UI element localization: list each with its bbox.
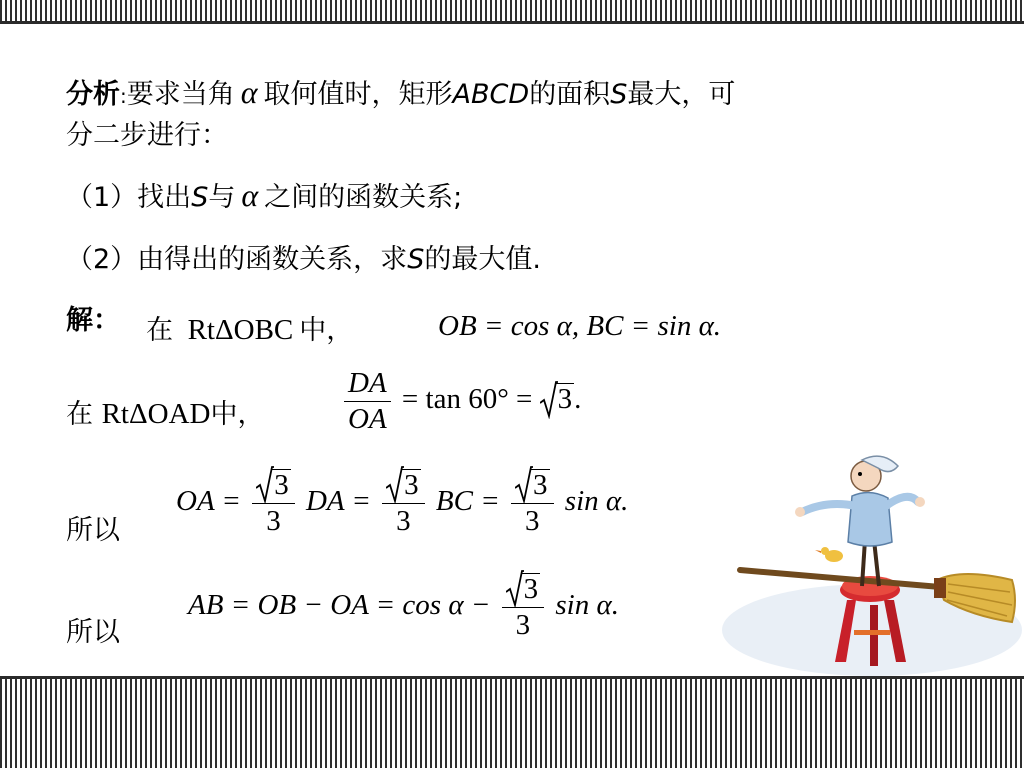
step1-alpha: α — [241, 177, 259, 213]
solution-label: 解： — [66, 305, 120, 336]
sqrt-3: 3 — [540, 383, 575, 416]
sqrt3-over-3-a: $\frac{3}{3}$ — [252, 468, 295, 539]
analysis-line-1: 分析:要求当角 α 取何值时，矩形ABCD的面积S最大，可 — [66, 74, 736, 110]
step-2 — [66, 237, 541, 276]
analysis-text-1: 要求当角 — [126, 79, 235, 110]
step-1 — [66, 175, 462, 214]
line1-prefix: 在 — [146, 315, 173, 346]
line2-suffix: 中， — [210, 399, 265, 430]
solution-line-2-text — [66, 392, 264, 431]
witch-on-broom-illustration — [722, 440, 1024, 676]
sqrt3-over-3-d: $\frac{3}{3}$ — [502, 572, 545, 643]
top-border-stripe — [0, 0, 1024, 24]
analysis-text-4: 最大，可 — [627, 79, 736, 110]
solution-line-2-equation: $\frac{DA}{OA}$ = tan 60° = 3. — [340, 366, 581, 437]
alpha-symbol: α — [240, 74, 258, 110]
sqrt3-over-3-c: $\frac{3}{3}$ — [511, 468, 554, 539]
sqrt3-over-3-b: $\frac{3}{3}$ — [382, 468, 425, 539]
step2-prefix: （2）由得出的函数关系，求 — [66, 244, 408, 275]
tan-expression: = tan 60° = — [401, 382, 533, 415]
area-symbol: S — [610, 79, 628, 110]
step1-s: S — [191, 182, 209, 213]
da-over-oa: $\frac{DA}{OA}$ — [344, 366, 391, 437]
step1-suffix: 之间的函数关系; — [264, 182, 463, 213]
analysis-text-3: 的面积 — [529, 79, 611, 110]
triangle-obc: RtΔOBC — [187, 314, 294, 346]
analysis-line-2: 分二步进行： — [66, 120, 228, 151]
illustration-svg — [722, 440, 1024, 676]
bottom-border-stripe — [0, 676, 1024, 768]
analysis-text-2: 取何值时，矩形 — [263, 79, 453, 110]
solution-line-3-equation: OA = $\frac{3}{3}$ DA = $\frac{3}{3}$ BC = $\frac{3}{3}$ sin α. — [176, 469, 629, 537]
step2-s: S — [407, 244, 425, 275]
analysis-label: 分析 — [66, 79, 120, 110]
step1-mid: 与 — [208, 182, 236, 213]
step1-prefix: （1）找出 — [66, 182, 192, 213]
line2-prefix: 在 — [66, 399, 93, 430]
rect-name: ABCD — [452, 79, 530, 110]
solution-line-4-label: 所以 — [66, 617, 120, 648]
step2-suffix: 的最大值. — [424, 244, 541, 275]
solution-line-3-label: 所以 — [66, 515, 120, 546]
triangle-oad: RtΔOAD — [101, 398, 211, 430]
solution-line-1-equation: OB = cos α, BC = sin α. — [438, 310, 722, 342]
line1-suffix: 中， — [299, 315, 354, 346]
solution-line-1-text — [146, 308, 353, 347]
solution-line-4-equation: AB = OB − OA = cos α − $\frac{3}{3}$ sin α. — [188, 573, 619, 641]
